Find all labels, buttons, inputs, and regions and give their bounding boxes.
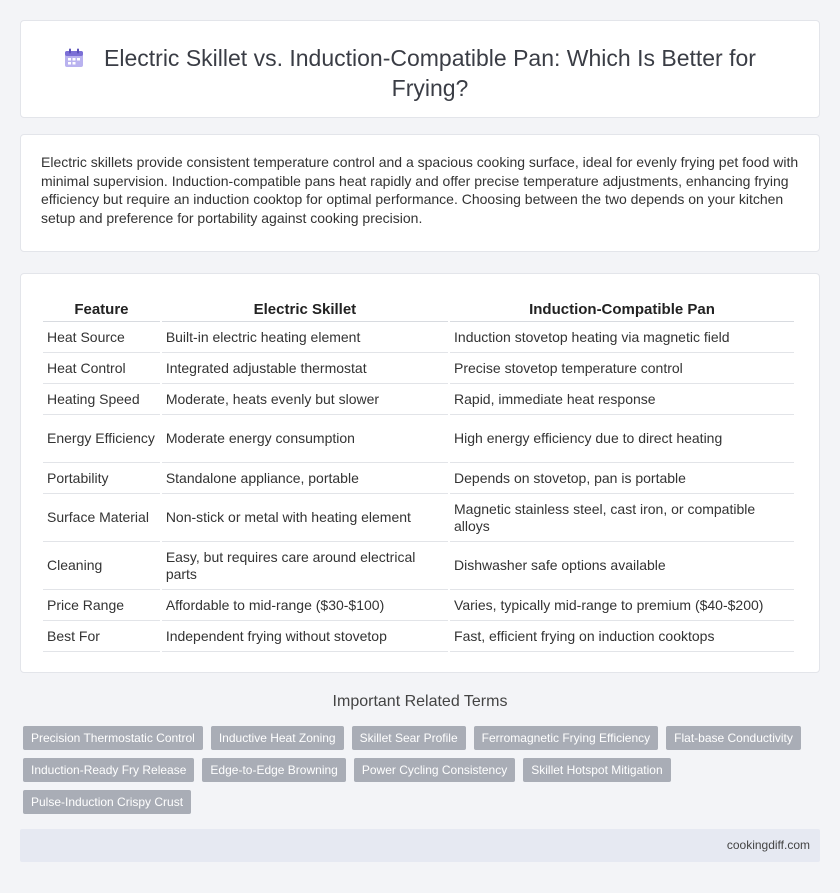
table-row [43,590,794,621]
related-term-tag[interactable]: Flat-base Conductivity [666,726,801,750]
induction-cell: Induction stovetop heating via magnetic field [450,322,794,353]
intro-paragraph: Electric skillets provide consistent temperature control and a spacious cooking surface, ideal for evenly frying pet food with minimal supervision. Induction-compatible pans heat rapidly and offer precise temperature adjustments, enhancing frying efficiency but require an induction cooktop for optimal performance. Choosing between the two depends on your kitchen setup and preference for portability against cooking precision. [41,154,799,226]
related-term-tag[interactable]: Pulse-Induction Crispy Crust [23,790,191,814]
intro-card [20,134,820,252]
table-row [43,384,794,415]
feature-cell: Cleaning [43,542,160,590]
feature-cell: Price Range [43,590,160,621]
induction-cell: Dishwasher safe options available [450,542,794,590]
related-term-tag[interactable]: Skillet Hotspot Mitigation [523,758,670,782]
table-row [43,353,794,384]
induction-cell: Precise stovetop temperature control [450,353,794,384]
footer-site-link[interactable]: cookingdiff.com [726,838,810,852]
header-induction-pan: Induction-Compatible Pan [450,296,794,322]
feature-cell: Heating Speed [43,384,160,415]
related-term-tag[interactable]: Induction-Ready Fry Release [23,758,194,782]
comparison-table [41,296,796,652]
feature-cell: Heat Control [43,353,160,384]
related-terms-title: Important Related Terms [332,693,508,710]
footer [20,829,820,862]
title-card [20,20,820,118]
related-term-tag[interactable]: Power Cycling Consistency [354,758,515,782]
induction-cell: Depends on stovetop, pan is portable [450,463,794,494]
electric-cell: Moderate energy consumption [162,415,448,463]
electric-cell: Built-in electric heating element [162,322,448,353]
related-term-tag[interactable]: Skillet Sear Profile [352,726,466,750]
related-term-tag[interactable]: Inductive Heat Zoning [211,726,344,750]
electric-cell: Independent frying without stovetop [162,621,448,652]
table-row [43,621,794,652]
table-header-row [43,296,794,322]
electric-cell: Integrated adjustable thermostat [162,353,448,384]
induction-cell: Fast, efficient frying on induction cooktops [450,621,794,652]
induction-cell: Varies, typically mid-range to premium ($40-$200) [450,590,794,621]
comparison-table-card [20,273,820,673]
electric-cell: Moderate, heats evenly but slower [162,384,448,415]
electric-cell: Affordable to mid-range ($30-$100) [162,590,448,621]
electric-cell: Non-stick or metal with heating element [162,494,448,542]
related-term-tag[interactable]: Ferromagnetic Frying Efficiency [474,726,659,750]
feature-cell: Surface Material [43,494,160,542]
page-title: Electric Skillet vs. Induction-Compatible Pan: Which Is Better for Frying? [104,45,756,101]
induction-cell: High energy efficiency due to direct heating [450,415,794,463]
induction-cell: Magnetic stainless steel, cast iron, or compatible alloys [450,494,794,542]
table-row [43,322,794,353]
header-feature: Feature [43,296,160,322]
header-electric-skillet: Electric Skillet [162,296,448,322]
title-wrap [21,43,819,103]
table-row [43,542,794,590]
related-term-tag[interactable]: Precision Thermostatic Control [23,726,203,750]
table-row [43,463,794,494]
table-row [43,494,794,542]
feature-cell: Energy Efficiency [43,415,160,463]
calendar-icon [63,47,85,69]
related-terms-list [23,726,803,814]
electric-cell: Easy, but requires care around electrical parts [162,542,448,590]
feature-cell: Portability [43,463,160,494]
induction-cell: Rapid, immediate heat response [450,384,794,415]
feature-cell: Best For [43,621,160,652]
feature-cell: Heat Source [43,322,160,353]
table-row [43,415,794,463]
related-term-tag[interactable]: Edge-to-Edge Browning [202,758,345,782]
electric-cell: Standalone appliance, portable [162,463,448,494]
